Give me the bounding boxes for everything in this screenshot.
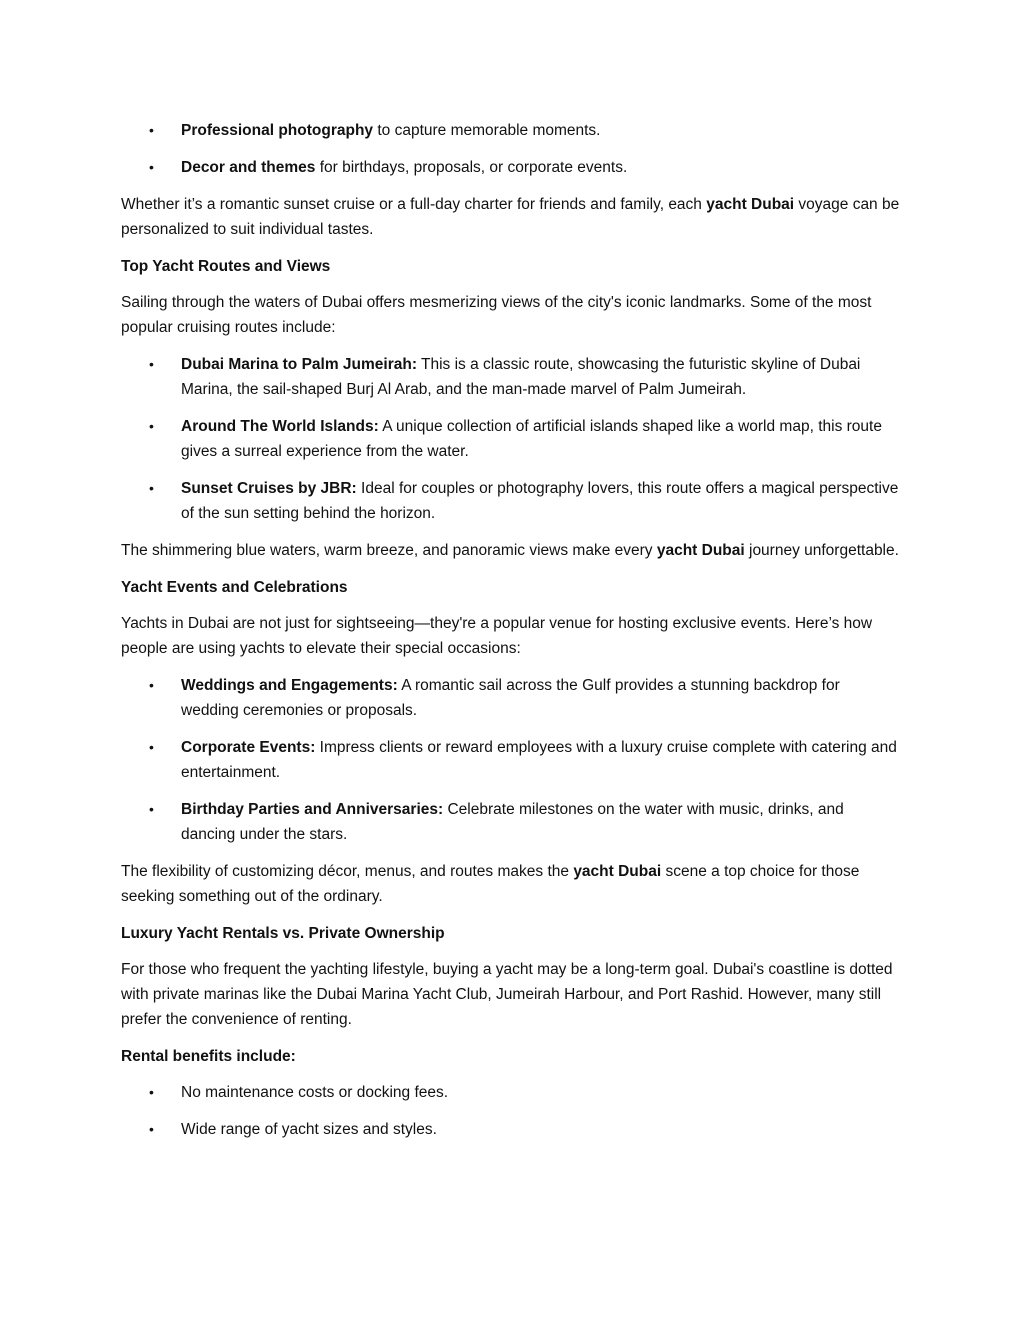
list-item: • No maintenance costs or docking fees.	[121, 1080, 901, 1105]
bullet-icon: •	[149, 418, 154, 434]
list-item: • Around The World Islands: A unique collection of artificial islands shaped like a world map, this route gives a surreal experience from the water.	[121, 414, 901, 464]
list-item: • Corporate Events: Impress clients or reward employees with a luxury cruise complete with catering and entertainment.	[121, 735, 901, 785]
bullet-icon: •	[149, 1121, 154, 1137]
routes-summary-paragraph: The shimmering blue waters, warm breeze, and panoramic views make every yacht Dubai journey unforgettable.	[121, 542, 899, 559]
benefits-heading: Rental benefits include:	[121, 1048, 296, 1065]
bullet-icon: •	[149, 159, 154, 175]
bullet-icon: •	[149, 1084, 154, 1100]
routes-heading: Top Yacht Routes and Views	[121, 258, 331, 275]
rentals-intro: For those who frequent the yachting lifestyle, buying a yacht may be a long-term goal. Dubai's coastline is dotted with private marinas like the Dubai Marina Yacht Club, Jumeirah Harbour, and Port Rashid. However, many still prefer the convenience of renting.	[121, 961, 893, 1028]
bullet-icon: •	[149, 480, 154, 496]
rentals-heading: Luxury Yacht Rentals vs. Private Ownership	[121, 925, 445, 942]
events-intro: Yachts in Dubai are not just for sightseeing—they're a popular venue for hosting exclusive events. Here’s how people are using yachts to elevate their special occasions:	[121, 615, 873, 657]
list-item: • Birthday Parties and Anniversaries: Celebrate milestones on the water with music, drinks, and dancing under the stars.	[121, 797, 901, 847]
bullet-icon: •	[149, 356, 154, 372]
events-heading: Yacht Events and Celebrations	[121, 579, 348, 596]
events-summary-paragraph: The flexibility of customizing décor, menus, and routes makes the yacht Dubai scene a top choice for those seeking something out of the ordinary.	[121, 863, 860, 905]
benefits-list	[121, 1080, 901, 1142]
events-list	[121, 673, 901, 847]
services-list	[121, 118, 901, 180]
routes-list	[121, 352, 901, 526]
bullet-icon: •	[149, 739, 154, 755]
routes-intro: Sailing through the waters of Dubai offers mesmerizing views of the city's iconic landmarks. Some of the most popular cruising routes include:	[121, 294, 872, 336]
list-item: • Decor and themes for birthdays, proposals, or corporate events.	[121, 155, 901, 180]
bullet-icon: •	[149, 122, 154, 138]
document-page	[121, 118, 901, 1154]
list-item: • Professional photography to capture memorable moments.	[121, 118, 901, 143]
list-item: • Sunset Cruises by JBR: Ideal for couples or photography lovers, this route offers a magical perspective of the sun setting behind the horizon.	[121, 476, 901, 526]
list-item: • Weddings and Engagements: A romantic sail across the Gulf provides a stunning backdrop for wedding ceremonies or proposals.	[121, 673, 901, 723]
list-item: • Dubai Marina to Palm Jumeirah: This is a classic route, showcasing the futuristic skyline of Dubai Marina, the sail-shaped Burj Al Arab, and the man-made marvel of Palm Jumeirah.	[121, 352, 901, 402]
bullet-icon: •	[149, 801, 154, 817]
bullet-icon: •	[149, 677, 154, 693]
list-item: • Wide range of yacht sizes and styles.	[121, 1117, 901, 1142]
personalization-paragraph: Whether it’s a romantic sunset cruise or a full-day charter for friends and family, each yacht Dubai voyage can be personalized to suit individual tastes.	[121, 196, 900, 238]
